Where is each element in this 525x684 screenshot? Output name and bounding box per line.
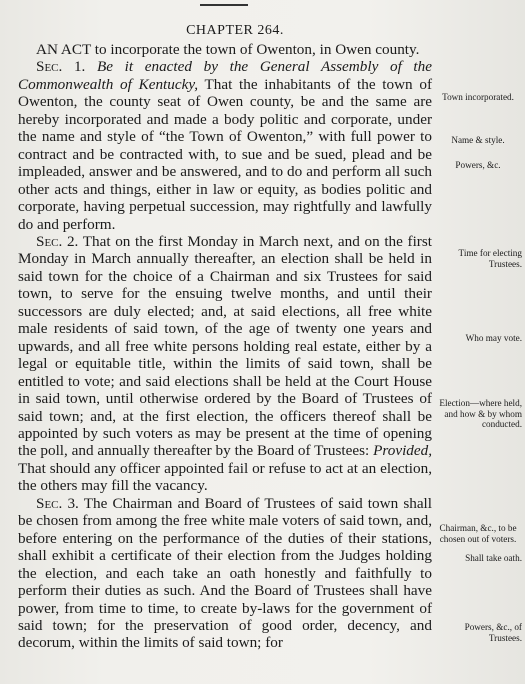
margin-note-chairman-chosen: Chairman, &c., to be chosen out of voters. [439,523,517,544]
act-title: AN ACT to incorporate the town of Owenton, in Owen county. [36,41,420,58]
section-2 [18,233,432,495]
section-1 [18,58,432,233]
margin-note-town-incorporated: Town incorporated. [442,92,514,102]
section-label: Sec. 1. [36,58,86,76]
section-label: Sec. 2. [36,232,79,250]
section-text: That on the first Monday in March next, and on the first Monday in March annually thereafter, an election shall be held in said town for the choice of a Chairman and six Trustees for said town, to serve for the ensuing twelve months, and until their successors are duly elected; and, at said elections, all free white male residents of said town, of the age of twenty one years and upwards, and all free white persons holding real estate, either by a legal or equitable title, within the limits of said town, shall be entitled to vote; and said elections shall be held at the Court House in said town, until otherwise ordered by the Board of Trustees of said town; and, at the first election, the officers thereof shall be appointed by such voters as may be present at the time of opening the poll, and annually thereafter by the Board of Trustees: [18,232,432,460]
act-body [18,41,432,652]
margin-note-time-for-electing: Time for electing Trustees. [458,248,522,269]
enacting-clause: Be it enacted by the General Assembly of the Commonwealth of Kentucky, [18,58,432,93]
chapter-heading: CHAPTER 264. [186,23,284,38]
margin-note-who-may-vote: Who may vote. [465,333,522,343]
section-text: That the inhabitants of the town of Owenton, the county seat of Owen county, be and the same are hereby incorporated and made a body politic and corporate, under the name and style of “the Town of Owenton,” with full power to contract and be contracted with, to sue and be sued, plead and be impleaded, answer and be answered, and to do and perform all such other acts and things, either in law or equity, as bodies politic and corporate, having perpetual succession, may rightfully and lawfully do and perform. [18,75,432,233]
margin-note-election-where: Election—where held, and how & by whom conducted. [439,398,522,429]
section-text-continued: That should any officer appointed fail or refuse to act at an election, the others may fill the vacancy. [18,459,432,495]
top-rule [200,4,248,6]
margin-note-powers: Powers, &c. [455,160,501,170]
proviso: Provided, [373,442,433,460]
section-label: Sec. 3. [36,494,79,512]
margin-note-name-style: Name & style. [451,135,505,145]
section-text: The Chairman and Board of Trustees of said town shall be chosen from among the free white male voters of said town, and, before entering on the performance of the duties of their stations, shall exhibit a certificate of their election from the Judges holding the election, and each take an oath honestly and faithfully to perform their duties as such. And the Board of Trustees shall have power, from time to time, to create by-laws for the government of said town; for the preservation of good order, decency, and decorum, within the limits of said town; for [18,494,432,652]
section-3 [18,495,432,652]
margin-note-powers-trustees: Powers, &c., of Trustees. [464,622,522,643]
margin-note-shall-take-oath: Shall take oath. [465,553,522,563]
